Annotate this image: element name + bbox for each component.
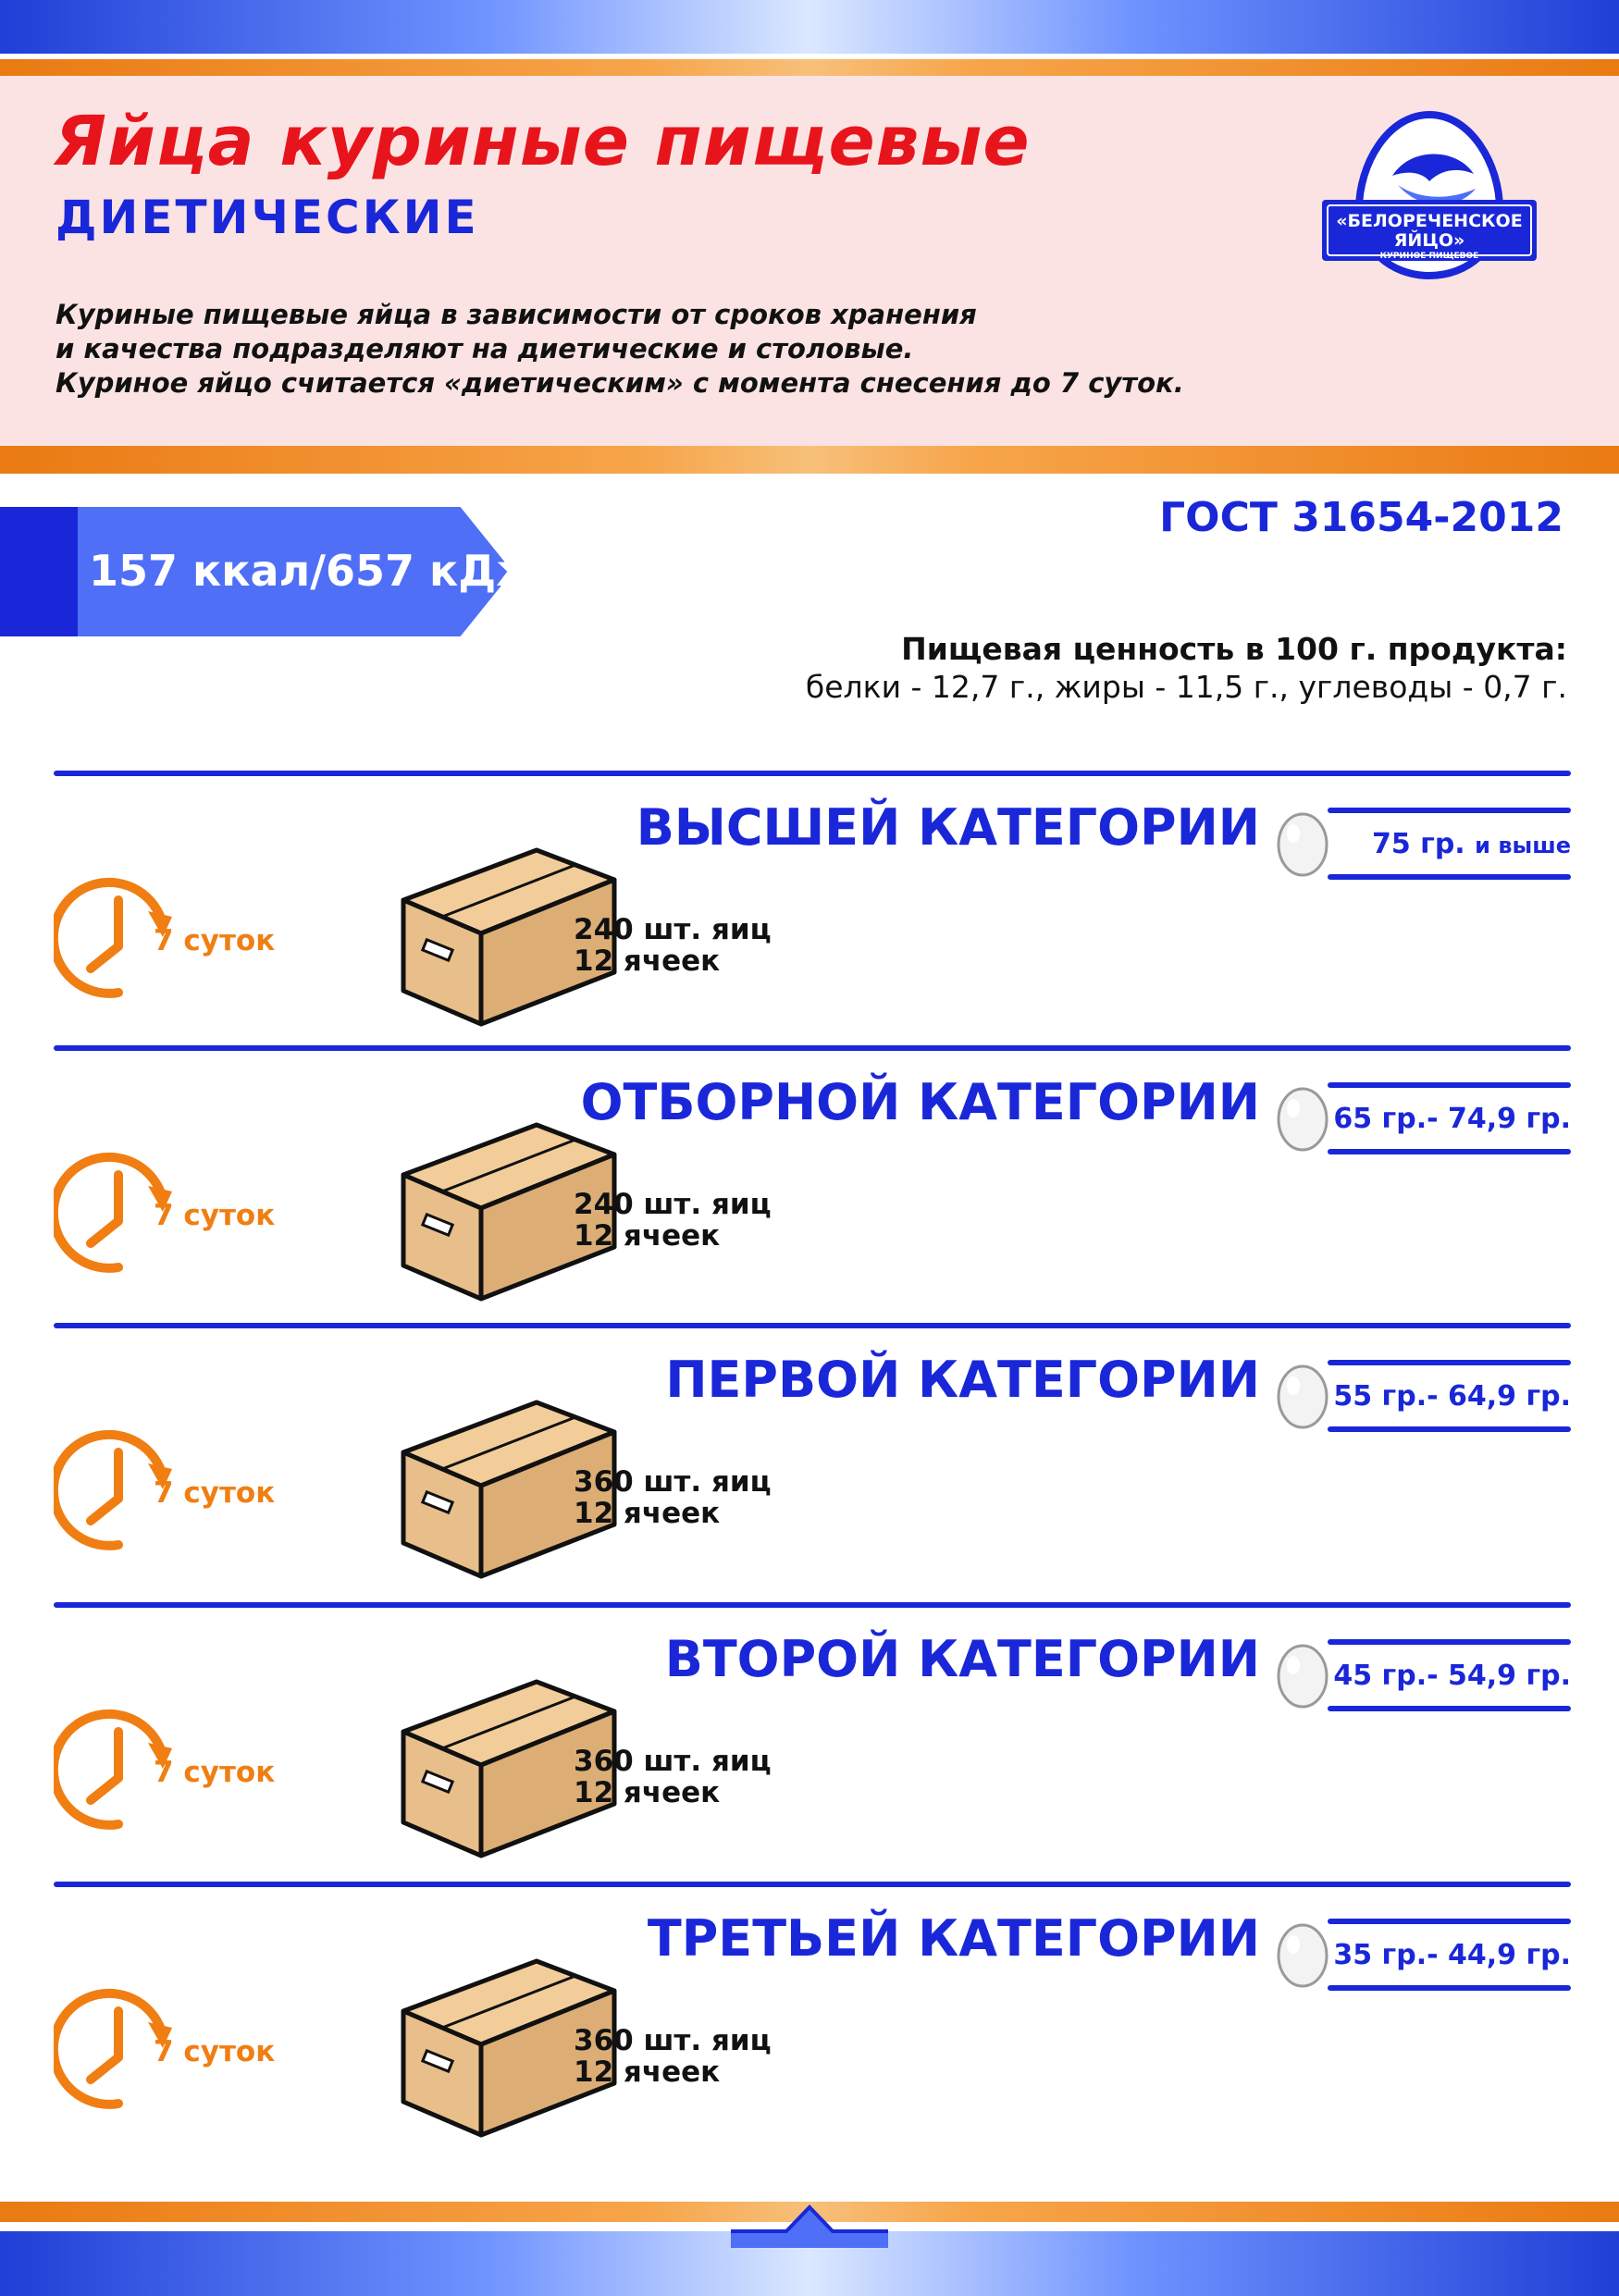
weight-range xyxy=(1333,1939,1571,1971)
egg-icon xyxy=(1275,808,1330,878)
egg-icon xyxy=(1275,1360,1330,1430)
top-orange-stripe xyxy=(0,59,1619,76)
pack-info xyxy=(574,1189,772,1252)
pack-info xyxy=(574,1746,772,1808)
egg-icon xyxy=(1275,1919,1330,1989)
category-row xyxy=(0,1602,1619,1880)
gost-standard: ГОСТ 31654-2012 xyxy=(1159,494,1563,541)
intro-line: и качества подразделяют на диетические и столовые. xyxy=(56,333,914,364)
category-row xyxy=(0,1882,1619,2159)
category-row xyxy=(0,1323,1619,1600)
egg-count: 360 шт. яиц xyxy=(574,1745,772,1778)
weight-range xyxy=(1333,1103,1571,1135)
logo-brand-line2: ЯЙЦО» xyxy=(1393,230,1465,251)
weight-value: 35 гр.- 44,9 гр. xyxy=(1333,1939,1571,1971)
category-row xyxy=(0,1045,1619,1323)
cell-count: 12 ячеек xyxy=(574,1497,721,1530)
egg-count: 240 шт. яиц xyxy=(574,1188,772,1221)
cell-count: 12 ячеек xyxy=(574,944,721,978)
weight-value: 45 гр.- 54,9 гр. xyxy=(1333,1660,1571,1692)
intro-line: Куриные пищевые яйца в зависимости от сроков хранения xyxy=(56,299,977,330)
header-bottom-stripe xyxy=(0,446,1619,474)
storage-days: 7 суток xyxy=(154,924,276,957)
nutrition-title: Пищевая ценность в 100 г. продукта: xyxy=(901,631,1567,667)
pack-info xyxy=(574,1466,772,1529)
egg-icon xyxy=(1275,1639,1330,1710)
egg-count: 360 шт. яиц xyxy=(574,2024,772,2057)
energy-tab-accent xyxy=(0,507,78,636)
cell-count: 12 ячеек xyxy=(574,1776,721,1809)
row-divider xyxy=(54,1602,1571,1608)
energy-value: 157 ккал/657 кДж xyxy=(89,546,539,596)
row-divider xyxy=(54,1045,1571,1051)
pack-info xyxy=(574,2025,772,2088)
logo-tagline: КУРИНОЕ ПИЩЕВОЕ xyxy=(1379,252,1479,261)
row-divider xyxy=(54,771,1571,776)
category-row xyxy=(0,771,1619,1048)
category-title: ВЫСШЕЙ КАТЕГОРИИ xyxy=(636,798,1260,857)
logo-brand-line1: «БЕЛОРЕЧЕНСКОЕ xyxy=(1336,211,1523,231)
intro-text xyxy=(56,298,1184,401)
weight-range xyxy=(1333,1660,1571,1692)
brand-logo xyxy=(1318,109,1540,285)
egg-icon xyxy=(1275,1082,1330,1153)
storage-days: 7 суток xyxy=(154,1756,276,1789)
weight-suffix: и выше xyxy=(1475,833,1571,858)
weight-range xyxy=(1372,828,1571,860)
weight-value: 55 гр.- 64,9 гр. xyxy=(1333,1380,1571,1413)
row-divider xyxy=(54,1882,1571,1887)
weight-value: 65 гр.- 74,9 гр. xyxy=(1333,1103,1571,1135)
storage-days: 7 суток xyxy=(154,1476,276,1510)
row-divider xyxy=(54,1323,1571,1328)
egg-count: 360 шт. яиц xyxy=(574,1465,772,1499)
category-title: ПЕРВОЙ КАТЕГОРИИ xyxy=(665,1351,1260,1409)
nutrition-values: белки - 12,7 г., жиры - 11,5 г., углеводы - 0,7 г. xyxy=(805,669,1567,705)
cell-count: 12 ячеек xyxy=(574,1219,721,1253)
page-subtitle: ДИЕТИЧЕСКИЕ xyxy=(56,191,479,244)
cell-count: 12 ячеек xyxy=(574,2055,721,2089)
storage-days: 7 суток xyxy=(154,2035,276,2068)
egg-count: 240 шт. яиц xyxy=(574,913,772,946)
category-title: ОТБОРНОЙ КАТЕГОРИИ xyxy=(580,1073,1260,1131)
intro-line: Куриное яйцо считается «диетическим» с момента снесения до 7 суток. xyxy=(56,367,1184,399)
pack-info xyxy=(574,914,772,977)
page-title: Яйца куриные пищевые xyxy=(54,102,1031,181)
category-title: ВТОРОЙ КАТЕГОРИИ xyxy=(664,1630,1260,1688)
weight-value: 75 гр. xyxy=(1371,828,1465,860)
storage-days: 7 суток xyxy=(154,1199,276,1232)
weight-range xyxy=(1333,1380,1571,1413)
category-title: ТРЕТЬЕЙ КАТЕГОРИИ xyxy=(647,1909,1260,1968)
bottom-notch xyxy=(731,2192,888,2248)
top-decorative-band xyxy=(0,0,1619,54)
